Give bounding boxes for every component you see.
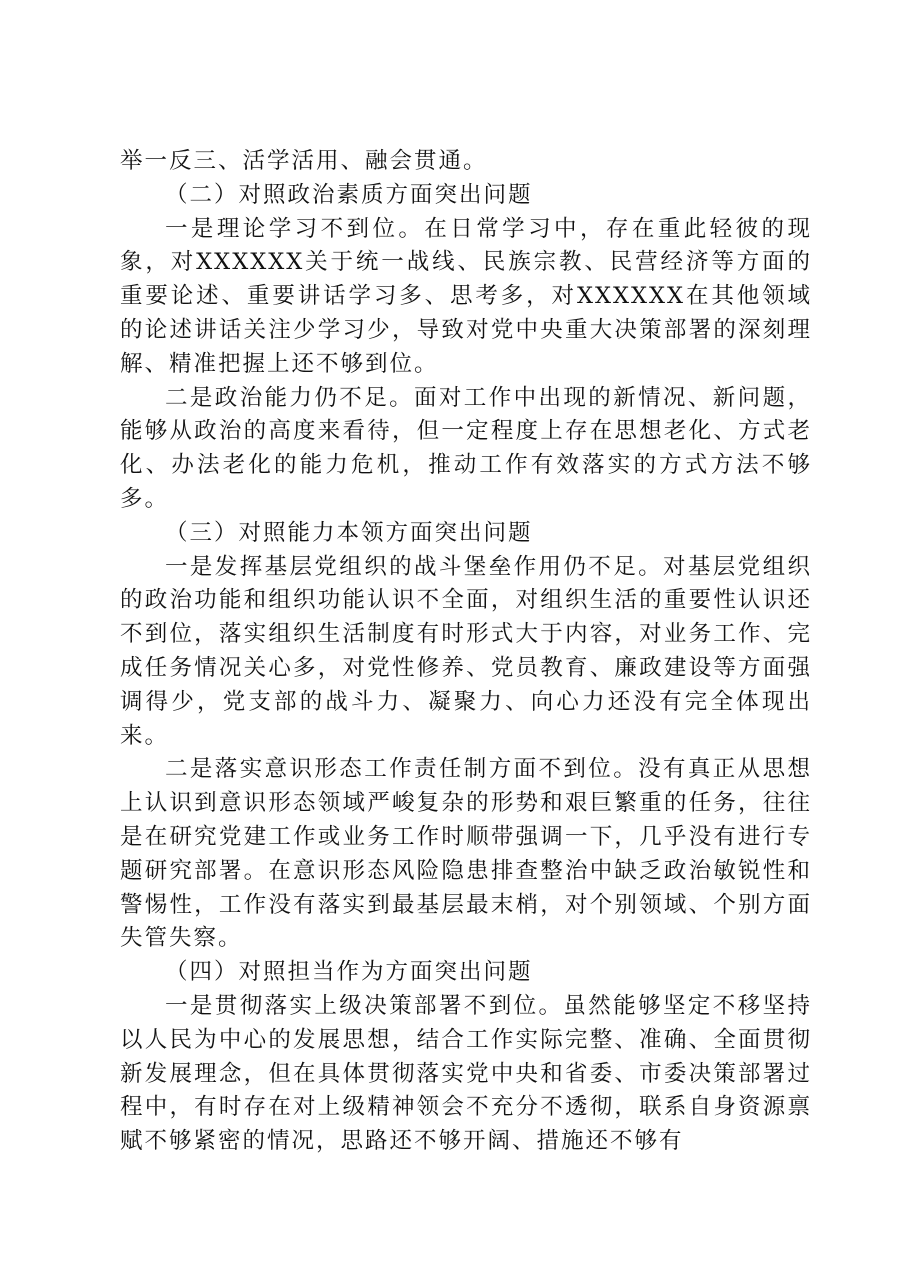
paragraph-ideology-responsibility: 二是落实意识形态工作责任制方面不到位。没有真正从思想上认识到意识形态领域严峻复杂的形势和艰巨繁重的任务，往往是在研究党建工作或业务工作时顺带强调一下，几乎没有进行专题研究部署。在意识形态风险隐患排查整治中缺乏政治敏锐性和警惕性，工作没有落实到最基层最末梢，对个别领域、个别方面失管失察。 (120, 756, 812, 952)
document-body (120, 145, 812, 1159)
paragraph-continuation: 举一反三、活学活用、融会贯通。 (120, 148, 488, 174)
paragraph-theory-study: 一是理论学习不到位。在日常学习中，存在重此轻彼的现象，对XXXXXX关于统一战线、民族宗教、民营经济等方面的重要论述、重要讲话学习多、思考多，对XXXXXX在其他领域的论述讲话关注少学习少，导致对党中央重大决策部署的深刻理解、精准把握上还不够到位。 (120, 215, 812, 377)
section-heading-responsibility: （四）对照担当作为方面突出问题 (165, 959, 533, 986)
section-heading-capability: （三）对照能力本领方面突出问题 (165, 519, 533, 546)
section-heading-political-quality: （二）对照政治素质方面突出问题 (165, 181, 533, 208)
paragraph-political-ability: 二是政治能力仍不足。面对工作中出现的新情况、新问题，能够从政治的高度来看待，但一定程度上存在思想老化、方式老化、办法老化的能力危机，推动工作有效落实的方式方法不够多。 (120, 384, 812, 512)
paragraph-implementation: 一是贯彻落实上级决策部署不到位。虽然能够坚定不移坚持以人民为中心的发展思想，结合工作实际完整、准确、全面贯彻新发展理念，但在具体贯彻落实党中央和省委、市委决策部署过程中，有时存在对上级精神领会不充分不透彻，联系自身资源禀赋不够紧密的情况，思路还不够开阔、措施还不够有 (120, 992, 812, 1155)
paragraph-grassroots-party: 一是发挥基层党组织的战斗堡垒作用仍不足。对基层党组织的政治功能和组织功能认识不全面，对组织生活的重要性认识还不到位，落实组织生活制度有时形式大于内容，对业务工作、完成任务情况关心多，对党性修养、党员教育、廉政建设等方面强调得少，党支部的战斗力、凝聚力、向心力还没有完全体现出来。 (120, 553, 812, 749)
